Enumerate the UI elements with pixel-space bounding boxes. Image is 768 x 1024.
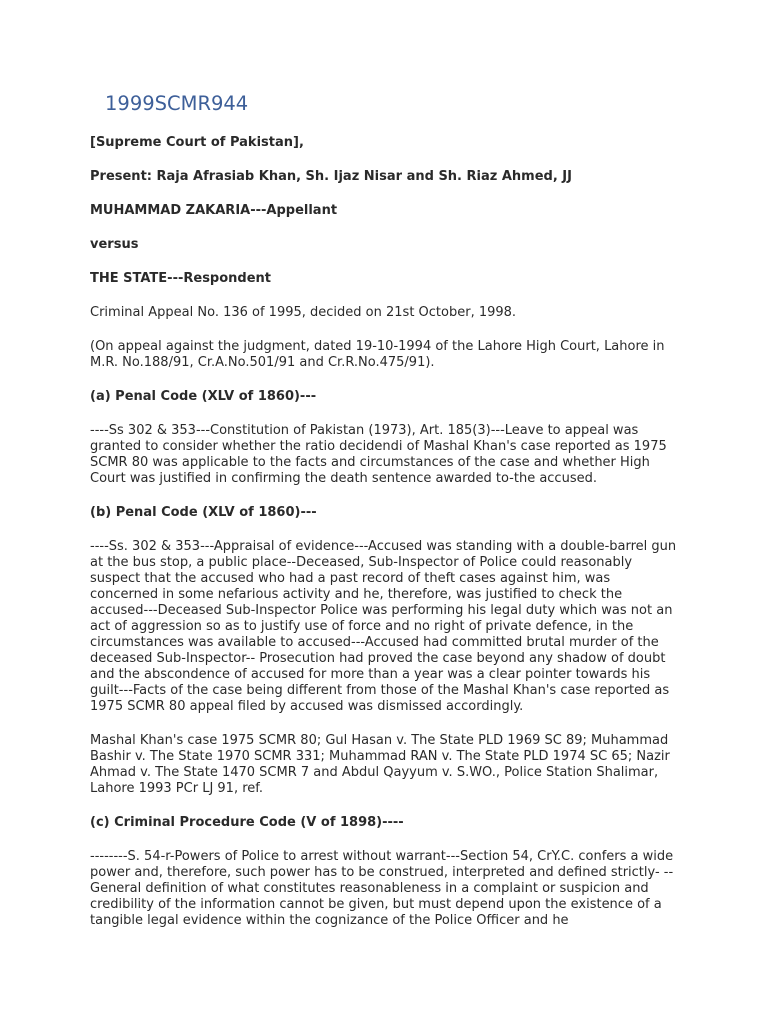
section-paragraph-b: ----Ss. 302 & 353---Appraisal of evidence---Accused was standing with a double-barrel gun at the bus stop, a public place--Deceased, Sub-Inspector of Police could reasonably suspect that the accused who had a past record of theft cases against him, was concerned in some nefarious activity and he, therefore, was justified to check the accused---Deceased Sub-Inspector Police was performing his legal duty which was not an act of aggression so as to justify use of force and no right of private defence, in the circumstances was available to accused---Accused had committed brutal murder of the deceased Sub-Inspector-- Prosecution had proved the case beyond any shadow of doubt and the abscondence of accused for more than a year was a clear pointer towards his guilt---Facts of the case being different from those of the Mashal Khan's case reported as 1975 SCMR 80 appeal filed by accused was dismissed accordingly. [90,539,677,714]
respondent-line: THE STATE---Respondent [90,271,272,286]
section-paragraph-a: ----Ss 302 & 353---Constitution of Pakistan (1973), Art. 185(3)---Leave to appeal was granted to consider whether the ratio decidendi of Mashal Khan's case reported as 1975 SCMR 80 was applicable to the facts and circumstances of the case and whether High Court was justified in confirming the death sentence awarded to-the accused. [90,423,667,486]
citation-title: 1999SCMR944 [105,92,249,115]
section-heading-b: (b) Penal Code (XLV of 1860)--- [90,505,317,520]
section-heading-c: (c) Criminal Procedure Code (V of 1898)---- [90,815,404,830]
section-references-b: Mashal Khan's case 1975 SCMR 80; Gul Hasan v. The State PLD 1969 SC 89; Muhammad Bashir v. The State 1970 SCMR 331; Muhammad RAN v. The State PLD 1974 SC 65; Nazir Ahmad v. The State 1470 SCMR 7 and Abdul Qayyum v. S.WO., Police Station Shalimar, Lahore 1993 PCr LJ 91, ref. [90,733,670,796]
bench-present: Present: Raja Afrasiab Khan, Sh. Ijaz Nisar and Sh. Riaz Ahmed, JJ [90,169,572,184]
section-paragraph-c: --------S. 54-r-Powers of Police to arrest without warrant---Section 54, CrY.C. confers a wide power and, therefore, such power has to be construed, interpreted and defined strictly- --General definition of what constitutes reasonableness in a complaint or suspicion and credibility of the information cannot be given, but must depend upon the existence of a tangible legal evidence within the cognizance of the Police Officer and he [90,849,674,928]
document-body [90,135,680,947]
versus-line: versus [90,237,139,252]
appellant-line: MUHAMMAD ZAKARIA---Appellant [90,203,338,218]
court-name: [Supreme Court of Pakistan], [90,135,304,150]
section-heading-a: (a) Penal Code (XLV of 1860)--- [90,389,317,404]
appeal-info: Criminal Appeal No. 136 of 1995, decided on 21st October, 1998. [90,305,517,320]
appeal-origin: (On appeal against the judgment, dated 19-10-1994 of the Lahore High Court, Lahore in M.R. No.188/91, Cr.A.No.501/91 and Cr.R.No.475/91). [90,339,665,370]
